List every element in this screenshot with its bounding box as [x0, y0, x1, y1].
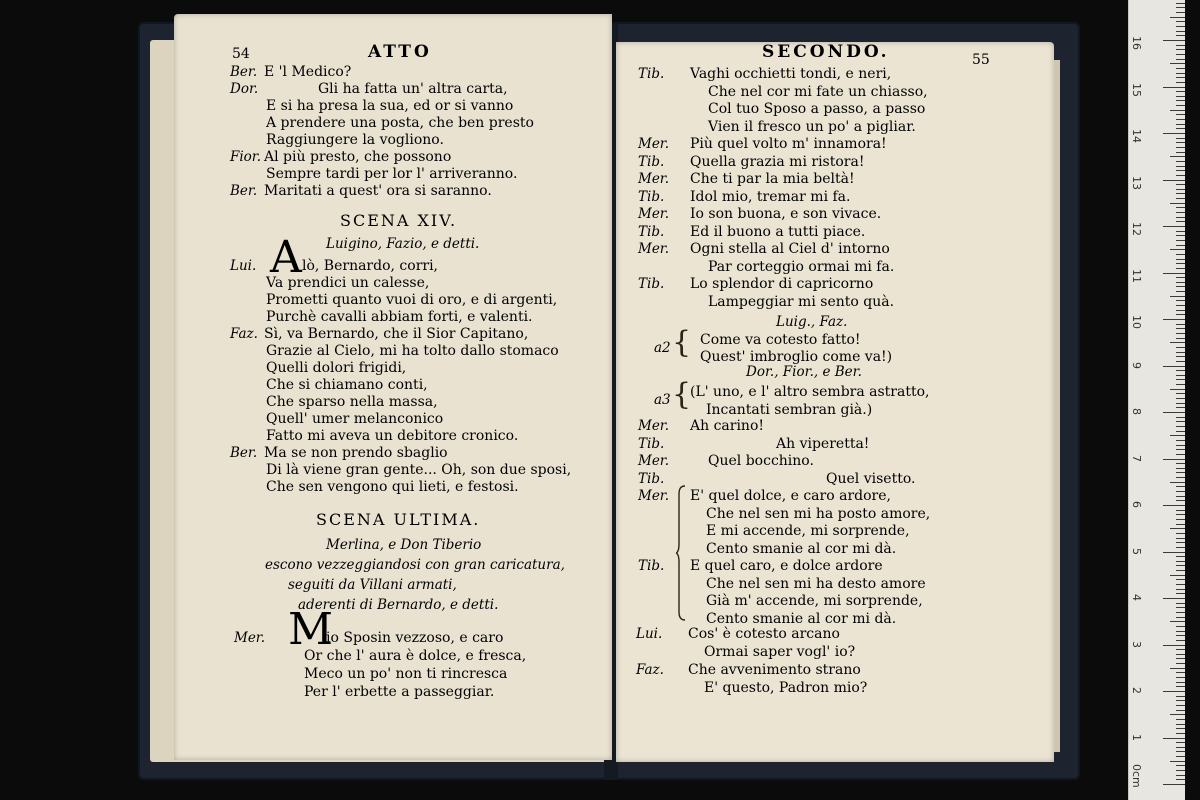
- stage-direction: Dor., Fior., e Ber.: [746, 364, 862, 380]
- ensemble-brace: {: [672, 377, 692, 412]
- ruler-tick: [1176, 477, 1185, 478]
- ruler-tick: [1163, 552, 1185, 553]
- ruler-tick: [1176, 519, 1185, 520]
- ruler-tick: [1176, 449, 1185, 450]
- ruler-tick: [1176, 751, 1185, 752]
- ruler-tick: [1163, 40, 1185, 41]
- measuring-ruler: [1128, 0, 1185, 800]
- ruler-tick: [1163, 319, 1185, 320]
- verse-line: Meco un po' non ti rincresca: [304, 666, 508, 682]
- ruler-tick: [1176, 310, 1185, 311]
- ruler-number: 2: [1130, 687, 1143, 694]
- ruler-tick: [1176, 166, 1185, 167]
- ruler-tick: [1176, 361, 1185, 362]
- ruler-tick: [1176, 589, 1185, 590]
- ruler-number: 14: [1130, 129, 1143, 143]
- speaker-name: Tib.: [638, 223, 665, 240]
- ruler-tick: [1176, 105, 1185, 106]
- verse-line: Lampeggiar mi sento quà.: [708, 293, 895, 310]
- verse-line: Cento smanie al cor mi dà.: [706, 540, 897, 557]
- ruler-tick: [1176, 775, 1185, 776]
- ruler-tick: [1176, 658, 1185, 659]
- ruler-tick: [1176, 626, 1185, 627]
- verse-line: Che avvenimento strano: [688, 662, 861, 678]
- speaker-name: Mer.: [638, 171, 670, 187]
- speaker-name: Mer.: [638, 241, 670, 257]
- speaker-name: Dor.: [230, 81, 259, 97]
- ruler-tick: [1176, 91, 1185, 92]
- speaker-name: Faz.: [636, 662, 664, 678]
- ruler-tick: [1176, 259, 1185, 260]
- ruler-tick: [1176, 77, 1185, 78]
- ruler-tick: [1176, 291, 1185, 292]
- ruler-tick: [1176, 147, 1185, 148]
- ruler-tick: [1176, 742, 1185, 743]
- page-number: 55: [972, 52, 990, 68]
- ruler-tick: [1176, 207, 1185, 208]
- ruler-tick: [1176, 440, 1185, 441]
- verse-line: lò, Bernardo, corri,: [302, 258, 439, 274]
- ruler-tick: [1163, 226, 1185, 227]
- ruler-tick: [1163, 784, 1185, 785]
- verse-line: Come va cotesto fatto!: [700, 332, 861, 348]
- verse-line: Sì, va Bernardo, che il Sior Capitano,: [264, 326, 529, 342]
- verse-line: Ormai saper vogl' io?: [704, 644, 856, 660]
- ruler-tick: [1176, 612, 1185, 613]
- verse-line: Raggiungere la vogliono.: [266, 132, 444, 148]
- verse-line: io Sposin vezzoso, e caro: [326, 630, 504, 646]
- ruler-tick: [1176, 491, 1185, 492]
- ruler-number: 3: [1130, 640, 1143, 648]
- speaker-name: Tib.: [638, 470, 665, 487]
- ruler-tick: [1170, 621, 1185, 622]
- ruler-tick: [1176, 538, 1185, 539]
- ruler-tick: [1176, 765, 1185, 766]
- ruler-number: 12: [1130, 222, 1143, 236]
- verse-line: E quel caro, e dolce ardore: [690, 558, 883, 574]
- ruler-tick: [1176, 338, 1185, 339]
- ruler-tick: [1176, 59, 1185, 60]
- ruler-tick: [1176, 82, 1185, 83]
- verse-line: Or che l' aura è dolce, e fresca,: [304, 648, 527, 664]
- ruler-tick: [1176, 142, 1185, 143]
- ruler-tick: [1176, 719, 1185, 720]
- ruler-tick: [1170, 575, 1185, 576]
- ruler-tick: [1176, 235, 1185, 236]
- verse-line: Cento smanie al cor mi dà.: [706, 610, 897, 627]
- ruler-tick: [1163, 180, 1185, 181]
- ruler-tick: [1176, 635, 1185, 636]
- verse-line: Idol mio, tremar mi fa.: [690, 188, 851, 205]
- verse-line: Quelli dolori frigidi,: [266, 360, 407, 376]
- ruler-tick: [1176, 277, 1185, 278]
- ruler-tick: [1176, 686, 1185, 687]
- ruler-tick: [1176, 407, 1185, 408]
- ruler-tick: [1176, 426, 1185, 427]
- ruler-tick: [1176, 12, 1185, 13]
- ruler-tick: [1176, 570, 1185, 571]
- ruler-tick: [1176, 286, 1185, 287]
- ruler-tick: [1176, 728, 1185, 729]
- ruler-tick: [1176, 421, 1185, 422]
- drop-cap: M: [288, 604, 334, 655]
- verse-line: Incantati sembran già.): [706, 402, 873, 418]
- verse-line: Che si chiamano conti,: [266, 377, 428, 393]
- ruler-tick: [1176, 617, 1185, 618]
- ruler-tick: [1176, 779, 1185, 780]
- ruler-tick: [1176, 654, 1185, 655]
- ruler-tick: [1163, 645, 1185, 646]
- verse-line: Quel visetto.: [826, 470, 916, 487]
- ruler-tick: [1176, 49, 1185, 50]
- ruler-number: 1: [1130, 733, 1143, 741]
- verse-line: Quel bocchino.: [708, 453, 814, 469]
- ruler-tick: [1176, 756, 1185, 757]
- ruler-tick: [1170, 714, 1185, 715]
- ruler-tick: [1176, 300, 1185, 301]
- ruler-tick: [1170, 203, 1185, 204]
- ruler-tick: [1176, 747, 1185, 748]
- ruler-tick: [1176, 375, 1185, 376]
- verse-line: Al più presto, che possono: [264, 149, 452, 165]
- scene-title: SCENA ULTIMA.: [316, 510, 481, 529]
- ruler-tick: [1176, 710, 1185, 711]
- verse-line: Fatto mi aveva un debitore cronico.: [266, 428, 519, 444]
- ruler-tick: [1176, 770, 1185, 771]
- ruler-tick: [1163, 459, 1185, 460]
- ruler-tick: [1170, 342, 1185, 343]
- verse-line: Ah viperetta!: [776, 435, 870, 452]
- ruler-tick: [1176, 733, 1185, 734]
- ruler-tick: [1170, 296, 1185, 297]
- ruler-number: 13: [1130, 175, 1143, 190]
- ruler-tick: [1176, 21, 1185, 22]
- ruler-tick: [1176, 472, 1185, 473]
- ruler-tick: [1176, 189, 1185, 190]
- ruler-tick: [1176, 45, 1185, 46]
- speaker-name: Lui.: [230, 258, 257, 274]
- ruler-tick: [1170, 249, 1185, 250]
- ruler-tick: [1176, 198, 1185, 199]
- ruler-tick: [1176, 31, 1185, 32]
- verse-line: Più quel volto m' innamora!: [690, 136, 887, 152]
- ruler-tick: [1176, 73, 1185, 74]
- running-head: ATTO: [368, 42, 432, 62]
- ruler-tick: [1176, 161, 1185, 162]
- ruler-tick: [1176, 138, 1185, 139]
- ruler-tick: [1176, 672, 1185, 673]
- ruler-tick: [1176, 221, 1185, 222]
- ruler-tick: [1176, 35, 1185, 36]
- ruler-tick: [1176, 682, 1185, 683]
- speaker-name: Mer.: [638, 453, 670, 469]
- ruler-tick: [1176, 305, 1185, 306]
- verse-line: Che nel sen mi ha desto amore: [706, 575, 926, 592]
- verse-line: Par corteggio ormai mi fa.: [708, 258, 895, 275]
- speaker-name: Mer.: [638, 418, 670, 434]
- verse-line: Sempre tardi per lor l' arriveranno.: [266, 166, 518, 182]
- ruler-tick: [1176, 510, 1185, 511]
- ruler-number: 15: [1130, 82, 1143, 97]
- stage-direction: Luig., Faz.: [776, 314, 848, 330]
- ruler-tick: [1176, 170, 1185, 171]
- ruler-tick: [1176, 7, 1185, 8]
- speaker-name: Tib.: [638, 188, 665, 205]
- stage-direction: aderenti di Bernardo, e detti.: [298, 597, 499, 613]
- verse-line: Prometti quanto vuoi di oro, e di argenti,: [266, 292, 558, 308]
- ensemble-label: a2: [654, 340, 671, 356]
- ruler-tick: [1176, 579, 1185, 580]
- ruler-tick: [1176, 217, 1185, 218]
- ruler-number: 8: [1130, 408, 1143, 415]
- ruler-tick: [1176, 514, 1185, 515]
- verse-line: Che sen vengono qui lieti, e festosi.: [266, 479, 519, 495]
- ruler-tick: [1176, 3, 1185, 4]
- verse-line: E' questo, Padron mio?: [704, 680, 868, 696]
- ruler-tick: [1176, 175, 1185, 176]
- ruler-tick: [1176, 547, 1185, 548]
- verse-line: Quest' imbroglio come va!): [700, 349, 893, 365]
- ruler-tick: [1170, 63, 1185, 64]
- ruler-tick: [1176, 603, 1185, 604]
- stage-direction: seguiti da Villani armati,: [288, 577, 457, 593]
- ruler-tick: [1176, 463, 1185, 464]
- verse-line: Grazie al Cielo, mi ha tolto dallo stomaco: [266, 343, 559, 359]
- ruler-tick: [1176, 314, 1185, 315]
- ruler-tick: [1176, 254, 1185, 255]
- ruler-tick: [1163, 366, 1185, 367]
- verse-line: Vien il fresco un po' a pigliar.: [708, 118, 916, 135]
- verse-line: Già m' accende, mi sorprende,: [706, 593, 923, 609]
- ruler-tick: [1176, 486, 1185, 487]
- verse-line: Maritati a quest' ora si saranno.: [264, 183, 492, 199]
- ruler-tick: [1176, 561, 1185, 562]
- ruler-number: 7: [1130, 454, 1143, 462]
- speaker-name: Mer.: [638, 488, 670, 504]
- ruler-tick: [1176, 724, 1185, 725]
- ruler-tick: [1170, 528, 1185, 529]
- ruler-tick: [1176, 454, 1185, 455]
- ruler-tick: [1163, 598, 1185, 599]
- verse-line: Che nel sen mi ha posto amore,: [706, 505, 931, 522]
- verse-line: Ma se non prendo sbaglio: [264, 445, 448, 461]
- verse-line: Vaghi occhietti tondi, e neri,: [690, 66, 892, 82]
- verse-line: A prendere una posta, che ben presto: [266, 115, 534, 131]
- verse-line: Che sparso nella massa,: [266, 394, 438, 410]
- ruler-tick: [1163, 691, 1185, 692]
- verse-line: Io son buona, e son vivace.: [690, 206, 882, 222]
- scene-title: SCENA XIV.: [340, 211, 458, 230]
- verse-line: Lo splendor di capricorno: [690, 276, 874, 292]
- verse-line: (L' uno, e l' altro sembra astratto,: [690, 384, 930, 400]
- ruler-number: 10: [1130, 315, 1143, 329]
- ruler-number: 11: [1130, 268, 1143, 283]
- speaker-name: Faz.: [230, 326, 258, 342]
- verse-line: Che ti par la mia beltà!: [690, 171, 855, 187]
- page-number: 54: [232, 46, 250, 62]
- ruler-tick: [1176, 640, 1185, 641]
- ruler-tick: [1176, 398, 1185, 399]
- ruler-tick: [1163, 412, 1185, 413]
- stage-direction: Merlina, e Don Tiberio: [326, 537, 482, 553]
- ruler-tick: [1176, 524, 1185, 525]
- ruler-tick: [1176, 431, 1185, 432]
- verse-line: Quell' umer melanconico: [266, 411, 444, 427]
- ruler-tick: [1163, 505, 1185, 506]
- ruler-tick: [1176, 100, 1185, 101]
- verse-line: E' quel dolce, e caro ardore,: [690, 488, 891, 504]
- speaker-name: Fior.: [230, 149, 262, 165]
- duet-brace: [676, 484, 686, 622]
- ruler-tick: [1176, 184, 1185, 185]
- ruler-tick: [1176, 584, 1185, 585]
- stage-direction: Luigino, Fazio, e detti.: [326, 236, 480, 252]
- speaker-name: Mer.: [234, 630, 266, 646]
- ruler-tick: [1176, 631, 1185, 632]
- ensemble-brace: {: [672, 325, 692, 360]
- ruler-tick: [1176, 245, 1185, 246]
- ruler-tick: [1170, 482, 1185, 483]
- verse-line: Purchè cavalli abbiam forti, e valenti.: [266, 309, 533, 325]
- verse-line: E mi accende, mi sorprende,: [706, 523, 910, 539]
- ruler-tick: [1176, 114, 1185, 115]
- verse-line: Ed il buono a tutti piace.: [690, 223, 866, 240]
- ruler-tick: [1176, 496, 1185, 497]
- ruler-tick: [1176, 663, 1185, 664]
- speaker-name: Mer.: [638, 206, 670, 222]
- ruler-tick: [1176, 352, 1185, 353]
- ruler-tick: [1176, 212, 1185, 213]
- ruler-tick: [1176, 468, 1185, 469]
- ruler-tick: [1176, 593, 1185, 594]
- ruler-tick: [1176, 696, 1185, 697]
- verse-line: Quella grazia mi ristora!: [690, 153, 865, 170]
- ruler-number: 9: [1130, 361, 1143, 369]
- speaker-name: Lui.: [636, 626, 663, 642]
- ruler-tick: [1176, 556, 1185, 557]
- ruler-tick: [1170, 389, 1185, 390]
- ruler-tick: [1170, 668, 1185, 669]
- ruler-tick: [1176, 193, 1185, 194]
- verse-line: Per l' erbette a passeggiar.: [304, 684, 495, 700]
- ruler-tick: [1176, 231, 1185, 232]
- verse-line: E 'l Medico?: [264, 64, 352, 80]
- speaker-name: Ber.: [230, 183, 258, 199]
- ruler-tick: [1176, 328, 1185, 329]
- verse-line: Ah carino!: [690, 418, 765, 434]
- ruler-tick: [1170, 156, 1185, 157]
- drop-cap: A: [270, 232, 302, 283]
- ruler-tick: [1176, 96, 1185, 97]
- ruler-tick: [1170, 110, 1185, 111]
- ruler-tick: [1176, 417, 1185, 418]
- ruler-tick: [1176, 119, 1185, 120]
- ruler-tick: [1176, 263, 1185, 264]
- speaker-name: Tib.: [638, 435, 665, 452]
- speaker-name: Tib.: [638, 558, 665, 574]
- speaker-name: Ber.: [230, 64, 258, 80]
- ruler-tick: [1163, 738, 1185, 739]
- ruler-tick: [1176, 705, 1185, 706]
- ruler-tick: [1176, 384, 1185, 385]
- ruler-tick: [1176, 533, 1185, 534]
- speaker-name: Tib.: [638, 153, 665, 170]
- ruler-tick: [1170, 435, 1185, 436]
- ruler-tick: [1176, 607, 1185, 608]
- verse-line: Col tuo Sposo a passo, a passo: [708, 101, 926, 117]
- ruler-tick: [1163, 133, 1185, 134]
- ruler-tick: [1176, 26, 1185, 27]
- ruler-number: 5: [1130, 547, 1143, 555]
- verse-line: Di là viene gran gente... Oh, son due sposi,: [266, 462, 572, 478]
- verse-line: Cos' è cotesto arcano: [688, 626, 840, 642]
- verse-line: Va prendici un calesse,: [266, 275, 430, 291]
- ruler-tick: [1170, 17, 1185, 18]
- ruler-tick: [1176, 356, 1185, 357]
- running-head: SECONDO.: [762, 42, 890, 62]
- speaker-name: Tib.: [638, 66, 665, 82]
- speaker-name: Mer.: [638, 136, 670, 152]
- ruler-tick: [1176, 54, 1185, 55]
- ruler-tick: [1170, 761, 1185, 762]
- ruler-tick: [1176, 700, 1185, 701]
- ruler-tick: [1176, 333, 1185, 334]
- stage-direction: escono vezzeggiandosi con gran caricatura,: [265, 557, 565, 573]
- verse-line: Gli ha fatta un' altra carta,: [318, 81, 508, 97]
- speaker-name: Ber.: [230, 445, 258, 461]
- ruler-tick: [1176, 68, 1185, 69]
- ruler-tick: [1176, 542, 1185, 543]
- ruler-tick: [1176, 393, 1185, 394]
- speaker-name: Tib.: [638, 276, 665, 292]
- ruler-tick: [1176, 152, 1185, 153]
- ruler-tick: [1176, 500, 1185, 501]
- ruler-tick: [1176, 324, 1185, 325]
- ruler-tick: [1176, 128, 1185, 129]
- ruler-unit-label: 0cm: [1130, 764, 1143, 788]
- ruler-tick: [1176, 124, 1185, 125]
- ruler-number: 6: [1130, 501, 1143, 508]
- verse-line: Che nel cor mi fate un chiasso,: [708, 83, 928, 100]
- verse-line: E si ha presa la sua, ed or si vanno: [266, 98, 514, 114]
- ruler-tick: [1163, 273, 1185, 274]
- ruler-tick: [1176, 565, 1185, 566]
- ruler-tick: [1176, 370, 1185, 371]
- ruler-tick: [1176, 268, 1185, 269]
- ruler-tick: [1176, 282, 1185, 283]
- ruler-tick: [1176, 445, 1185, 446]
- ruler-number: 16: [1130, 36, 1143, 50]
- ruler-number: 4: [1130, 594, 1143, 601]
- ruler-tick: [1163, 87, 1185, 88]
- verse-line: Ogni stella al Ciel d' intorno: [690, 241, 890, 257]
- ensemble-label: a3: [654, 392, 671, 408]
- ruler-tick: [1176, 347, 1185, 348]
- ruler-tick: [1176, 379, 1185, 380]
- ruler-tick: [1176, 240, 1185, 241]
- ruler-tick: [1176, 403, 1185, 404]
- ruler-tick: [1176, 677, 1185, 678]
- ruler-tick: [1176, 649, 1185, 650]
